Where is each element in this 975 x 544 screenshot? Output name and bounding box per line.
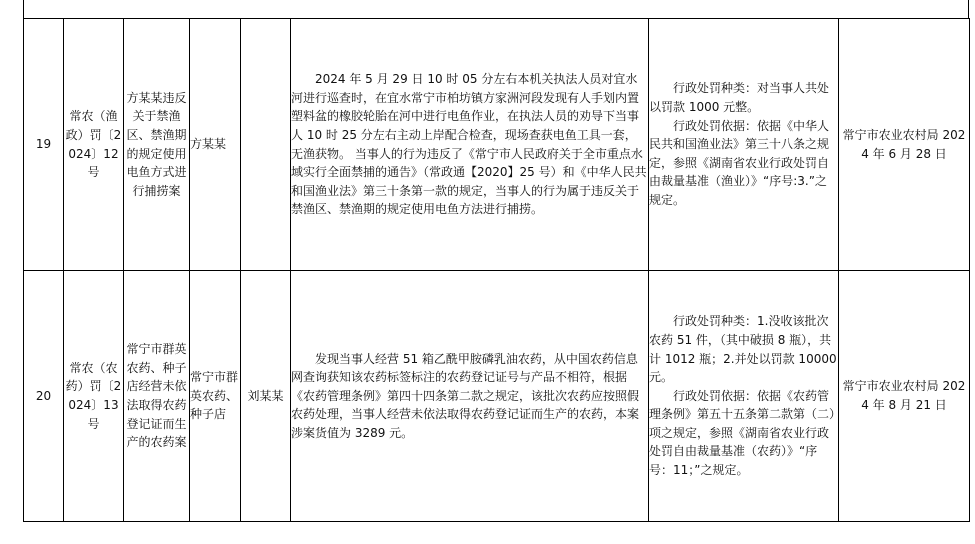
- document-number: 常农（渔政）罚〔2024〕12号: [64, 19, 124, 271]
- table-row: [24, 19, 970, 271]
- document-number: 常农（农药）罚〔2024〕13号: [64, 271, 124, 522]
- table-border-stub: [23, 0, 24, 18]
- table-border-stub: [968, 0, 969, 18]
- authority-and-date: 常宁市农业农村局 2024 年 8 月 21 日: [839, 271, 970, 522]
- violation-facts: [291, 19, 649, 271]
- violation-facts: [291, 271, 649, 522]
- penalty-type: 行政处罚种类：1.没收该批次农药 51 件，（其中破损 8 瓶），共计 1012 瓶；2.并处以罚款 10000 元。: [649, 314, 837, 385]
- table-row: [24, 271, 970, 522]
- facts-text: 发现当事人经营 51 箱乙酰甲胺磷乳油农药，从中国农药信息网查询获知该农药标签标注的农药登记证号与产品不相符，根据《农药管理条例》第四十四条第二款之规定，该批次农药应按照假农药处理，当事人经营未依法取得农药登记证而生产的农药，本案涉案货值为 3289 元。: [291, 351, 640, 440]
- legal-representative: 刘某某: [241, 271, 291, 522]
- party-name: 方某某: [190, 19, 241, 271]
- row-number: 19: [24, 19, 64, 271]
- row-number: 20: [24, 271, 64, 522]
- party-name: 常宁市群英农药、种子店: [190, 271, 241, 522]
- penalty-basis: 行政处罚依据：依据《农药管理条例》第五十五条第二款第（二）项之规定，参照《湖南省农业行政处罚自由裁量基准（农药）》“序号：11；”之规定。: [649, 388, 836, 478]
- authority-and-date: 常宁市农业农村局 2024 年 6 月 28 日: [839, 19, 970, 271]
- legal-representative: [241, 19, 291, 271]
- facts-text: 2024 年 5 月 29 日 10 时 05 分左右本机关执法人员对宜水河进行巡查时，在宜水常宁市柏坊镇方家洲河段发现有人手划内置塑料盆的橡胶轮胎在河中进行电鱼作业，在执法人员的劝导下当事人 10 时 25 分左右主动上岸配合检查，现场查获电鱼工具一套，无渔获物。 当事人的行为违反了《常宁市人民政府关于全市重点水域实行全面禁捕的通告》（常政通【2020】25 号）和《中华人民共和国渔业法》第三十条第一款的规定，当事人的行为属于违反关于禁渔区、禁渔期的规定使用电鱼方法进行捕捞。: [291, 72, 647, 217]
- penalty-decision: [649, 19, 839, 271]
- case-name: 常宁市群英农药、种子店经营未依法取得农药登记证而生产的农药案: [124, 271, 190, 522]
- penalty-basis: 行政处罚依据：依据《中华人民共和国渔业法》第三十八条之规定，参照《湖南省农业行政处罚自由裁量基准（渔业）》“序号:3.”之规定。: [649, 118, 830, 207]
- penalty-decision: [649, 271, 839, 522]
- case-name: 方某某违反关于禁渔区、禁渔期的规定使用电鱼方式进行捕捞案: [124, 19, 190, 271]
- penalty-type: 行政处罚种类：对当事人共处以罚款 1000 元整。: [649, 81, 830, 115]
- penalty-table: [23, 18, 970, 522]
